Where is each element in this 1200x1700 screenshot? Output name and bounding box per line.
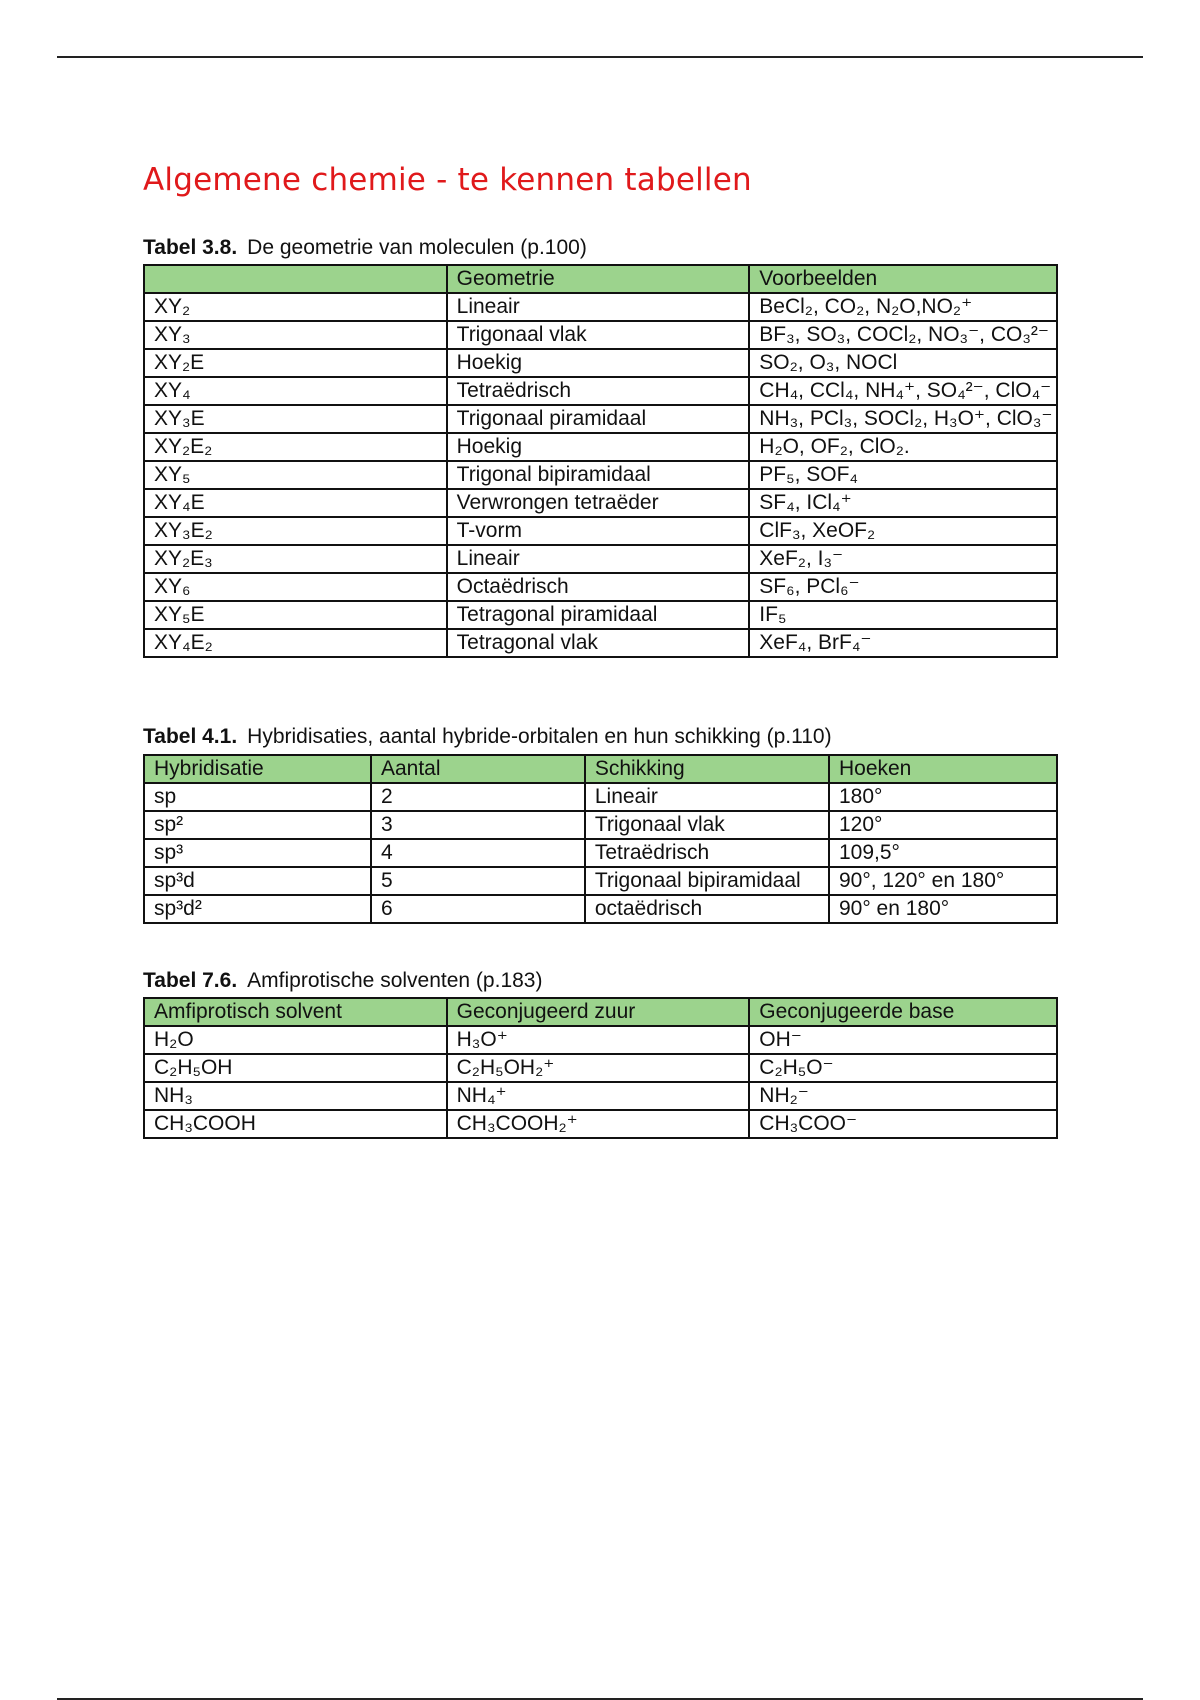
table-cell: XeF₂, I₃⁻ — [749, 545, 1057, 573]
table-cell: Tetraëdrisch — [585, 839, 829, 867]
table-cell: XY₄E — [144, 489, 447, 517]
header-row — [144, 265, 1057, 293]
caption-number: Tabel 4.1. — [143, 725, 238, 748]
table-row — [144, 573, 1057, 601]
table-cell: C₂H₅O⁻ — [749, 1054, 1057, 1082]
table-cell: BeCl₂, CO₂, N₂O,NO₂⁺ — [749, 293, 1057, 321]
header-cell: Aantal — [371, 755, 585, 783]
table-cell: XY₃E₂ — [144, 517, 447, 545]
table-row — [144, 489, 1057, 517]
header-row — [144, 755, 1057, 783]
table-cell: Lineair — [447, 293, 750, 321]
header-cell: Hoeken — [829, 755, 1057, 783]
table-cell: sp — [144, 783, 371, 811]
table-cell: SF₄, ICl₄⁺ — [749, 489, 1057, 517]
table-cell: sp³d — [144, 867, 371, 895]
table-row — [144, 517, 1057, 545]
table-cell: H₂O, OF₂, ClO₂. — [749, 433, 1057, 461]
table-cell: XY₄E₂ — [144, 629, 447, 657]
table-cell: Verwrongen tetraëder — [447, 489, 750, 517]
table-cell: 3 — [371, 811, 585, 839]
table-row — [144, 1054, 1057, 1082]
caption-text: Hybridisaties, aantal hybride-orbitalen en hun schikking (p.110) — [247, 725, 832, 748]
table-cell: XeF₄, BrF₄⁻ — [749, 629, 1057, 657]
table-cell: Tetragonal vlak — [447, 629, 750, 657]
table-cell: CH₃COOH₂⁺ — [447, 1110, 750, 1138]
table-cell: XY₆ — [144, 573, 447, 601]
table-cell: IF₅ — [749, 601, 1057, 629]
table-cell: SF₆, PCl₆⁻ — [749, 573, 1057, 601]
header-row — [144, 998, 1057, 1026]
table-row — [144, 895, 1057, 923]
table-cell: 4 — [371, 839, 585, 867]
header-cell: Amfiprotisch solvent — [144, 998, 447, 1026]
table-cell: octaëdrisch — [585, 895, 829, 923]
table-cell: CH₃COOH — [144, 1110, 447, 1138]
table-row — [144, 405, 1057, 433]
table-cell: XY₂ — [144, 293, 447, 321]
table-cell: SO₂, O₃, NOCl — [749, 349, 1057, 377]
table-cell: Lineair — [447, 545, 750, 573]
table-row — [144, 839, 1057, 867]
table-cell: Hoekig — [447, 433, 750, 461]
table-row — [144, 1082, 1057, 1110]
table-cell: NH₂⁻ — [749, 1082, 1057, 1110]
table-cell: H₂O — [144, 1026, 447, 1054]
table-cell: XY₅E — [144, 601, 447, 629]
table-row — [144, 867, 1057, 895]
table-cell: Trigonaal bipiramidaal — [585, 867, 829, 895]
table-cell: C₂H₅OH — [144, 1054, 447, 1082]
top-rule — [57, 56, 1143, 58]
table-row — [144, 1026, 1057, 1054]
table-cell: Tetragonal piramidaal — [447, 601, 750, 629]
table-cell: PF₅, SOF₄ — [749, 461, 1057, 489]
table-cell: 5 — [371, 867, 585, 895]
caption-text: De geometrie van moleculen (p.100) — [247, 236, 587, 259]
table-cell: CH₄, CCl₄, NH₄⁺, SO₄²⁻, ClO₄⁻ — [749, 377, 1057, 405]
table-cell: XY₃E — [144, 405, 447, 433]
table-cell: Trigonal bipiramidaal — [447, 461, 750, 489]
header-cell — [144, 265, 447, 293]
table-row — [144, 811, 1057, 839]
table-cell: XY₂E₂ — [144, 433, 447, 461]
hybridisation-table — [143, 754, 1058, 924]
table-row — [144, 461, 1057, 489]
table-cell: Trigonaal vlak — [447, 321, 750, 349]
table-cell: 109,5° — [829, 839, 1057, 867]
table-cell: XY₅ — [144, 461, 447, 489]
table-cell: sp³ — [144, 839, 371, 867]
table-cell: OH⁻ — [749, 1026, 1057, 1054]
table-cell: CH₃COO⁻ — [749, 1110, 1057, 1138]
header-cell: Geconjugeerd zuur — [447, 998, 750, 1026]
table-row — [144, 377, 1057, 405]
table-cell: 90° en 180° — [829, 895, 1057, 923]
table-cell: BF₃, SO₃, COCl₂, NO₃⁻, CO₃²⁻ — [749, 321, 1057, 349]
table-cell: XY₃ — [144, 321, 447, 349]
table-cell: XY₂E — [144, 349, 447, 377]
caption-number: Tabel 3.8. — [143, 236, 238, 259]
table-cell: ClF₃, XeOF₂ — [749, 517, 1057, 545]
table-cell: NH₃, PCl₃, SOCl₂, H₃O⁺, ClO₃⁻ — [749, 405, 1057, 433]
amphiprotic-solvents-table — [143, 997, 1058, 1139]
table-cell: XY₂E₃ — [144, 545, 447, 573]
table-cell: Tetraëdrisch — [447, 377, 750, 405]
header-cell: Hybridisatie — [144, 755, 371, 783]
header-cell: Geconjugeerde base — [749, 998, 1057, 1026]
table-cell: Lineair — [585, 783, 829, 811]
table-cell: Octaëdrisch — [447, 573, 750, 601]
table-cell: XY₄ — [144, 377, 447, 405]
page-title: Algemene chemie - te kennen tabellen — [143, 162, 752, 198]
table-row — [144, 601, 1057, 629]
table-row — [144, 545, 1057, 573]
table-row — [144, 433, 1057, 461]
header-cell: Voorbeelden — [749, 265, 1057, 293]
geometry-table — [143, 264, 1058, 658]
table-row — [144, 321, 1057, 349]
table-cell: sp³d² — [144, 895, 371, 923]
table-cell: 2 — [371, 783, 585, 811]
table-cell: Trigonaal piramidaal — [447, 405, 750, 433]
table-cell: C₂H₅OH₂⁺ — [447, 1054, 750, 1082]
table-row — [144, 629, 1057, 657]
table-row — [144, 1110, 1057, 1138]
table-caption — [143, 725, 832, 749]
table-row — [144, 783, 1057, 811]
table-cell: 6 — [371, 895, 585, 923]
table-cell: sp² — [144, 811, 371, 839]
caption-number: Tabel 7.6. — [143, 969, 238, 992]
table-caption — [143, 969, 542, 993]
table-cell: 120° — [829, 811, 1057, 839]
caption-text: Amfiprotische solventen (p.183) — [247, 969, 543, 992]
table-cell: T-vorm — [447, 517, 750, 545]
header-cell: Geometrie — [447, 265, 750, 293]
table-cell: Hoekig — [447, 349, 750, 377]
table-cell: Trigonaal vlak — [585, 811, 829, 839]
table-caption — [143, 236, 587, 260]
table-cell: NH₄⁺ — [447, 1082, 750, 1110]
table-cell: H₃O⁺ — [447, 1026, 750, 1054]
table-cell: NH₃ — [144, 1082, 447, 1110]
table-cell: 180° — [829, 783, 1057, 811]
table-row — [144, 349, 1057, 377]
table-cell: 90°, 120° en 180° — [829, 867, 1057, 895]
table-row — [144, 293, 1057, 321]
header-cell: Schikking — [585, 755, 829, 783]
